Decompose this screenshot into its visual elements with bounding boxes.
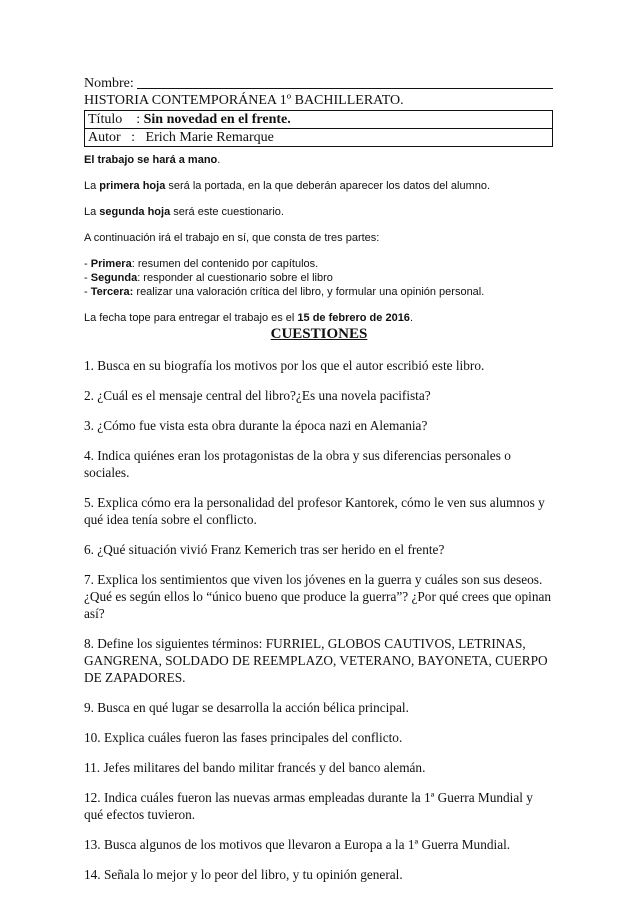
question-8: 8. Define los siguientes términos: FURRIEL, GLOBOS CAUTIVOS, LETRINAS, GANGRENA, SOLDADO DE REEMPLAZO, VETERANO, BAYONETA, CUERPO DE ZAPADORES.: [84, 636, 548, 685]
question-9: 9. Busca en qué lugar se desarrolla la acción bélica principal.: [84, 700, 409, 715]
instruction-deadline: [84, 311, 554, 325]
instruction-hand-end: .: [217, 154, 221, 166]
titulo-label: Título :: [88, 112, 144, 127]
instructions-block: [84, 153, 554, 325]
nombre-blank-line: [137, 88, 553, 89]
part-dash: -: [84, 258, 91, 270]
header-block: [84, 76, 553, 147]
instruction-first-page: [84, 179, 554, 193]
part-3-label: Tercera:: [90, 286, 134, 298]
question-11: 11. Jefes militares del bando militar francés y del banco alemán.: [84, 760, 426, 775]
instruction-hand: [84, 153, 554, 167]
question-7-line-2: ¿Qué es según ellos lo “único bueno que produce la guerra”? ¿Por qué crees que opinan así?: [84, 589, 552, 621]
question-7-line-1: 7. Explica los sentimientos que viven los jóvenes en la guerra y cuáles son sus deseos.: [84, 572, 543, 587]
question-1: 1. Busca en su biografía los motivos por los que el autor escribió este libro.: [84, 358, 485, 373]
part-dash: -: [84, 272, 91, 284]
part-dash: -: [84, 286, 91, 298]
question-14: 14. Señala lo mejor y lo peor del libro, y tu opinión general.: [84, 867, 403, 882]
deadline-end: .: [409, 312, 413, 324]
question-13: 13. Busca algunos de los motivos que llevaron a Europa a la 1ª Guerra Mundial.: [84, 837, 511, 852]
instruction-hand-bold: El trabajo se hará a mano: [84, 154, 218, 166]
instruction-part-1: [84, 257, 554, 271]
nombre-label: Nombre:: [84, 76, 134, 91]
instruction-second-page: [84, 205, 554, 219]
question-2: 2. ¿Cuál es el mensaje central del libro?¿Es una novela pacifista?: [84, 388, 431, 403]
deadline-date: 15 de febrero de 2016: [297, 312, 410, 324]
titulo-row: [85, 111, 552, 128]
instruction-first-page-start: La: [84, 180, 100, 192]
part-2-label: Segunda: [90, 272, 138, 284]
question-12: 12. Indica cuáles fueron las nuevas armas empleadas durante la 1ª Guerra Mundial y qué efectos tuvieron.: [84, 790, 533, 822]
instruction-part-3: [84, 285, 554, 299]
autor-row: Autor : Erich Marie Remarque: [85, 128, 552, 146]
question-4: 4. Indica quiénes eran los protagonistas de la obra y sus diferencias personales o sociales.: [84, 448, 511, 480]
course-line: HISTORIA CONTEMPORÁNEA 1º BACHILLERATO.: [84, 93, 404, 108]
question-5: 5. Explica cómo era la personalidad del profesor Kantorek, cómo le ven sus alumnos y qué idea tenía sobre el conflicto.: [84, 495, 545, 527]
book-info-box: [84, 110, 553, 147]
instruction-second-page-start: La: [84, 206, 100, 218]
instruction-parts-intro: A continuación irá el trabajo en sí, que consta de tres partes:: [84, 232, 380, 244]
cuestiones-title: CUESTIONES: [270, 326, 368, 342]
instruction-second-page-end: será este cuestionario.: [170, 206, 284, 218]
part-1-label: Primera: [90, 258, 132, 270]
question-6: 6. ¿Qué situación vivió Franz Kemerich tras ser herido en el frente?: [84, 542, 445, 557]
nombre-line: [84, 76, 553, 91]
deadline-start: La fecha tope para entregar el trabajo es el: [84, 312, 298, 324]
questions-list: [84, 357, 554, 896]
part-3-text: realizar una valoración crítica del libro, y formular una opinión personal.: [133, 286, 485, 298]
question-10: 10. Explica cuáles fueron las fases principales del conflicto.: [84, 730, 403, 745]
question-7: [84, 571, 554, 622]
instruction-part-2: [84, 271, 554, 285]
part-1-text: : resumen del contenido por capítulos.: [131, 258, 319, 270]
instruction-second-page-bold: segunda hoja: [99, 206, 171, 218]
titulo-value: Sin novedad en el frente.: [143, 112, 291, 127]
question-3: 3. ¿Cómo fue vista esta obra durante la época nazi en Alemania?: [84, 418, 428, 433]
instruction-first-page-bold: primera hoja: [99, 180, 166, 192]
instruction-first-page-end: será la portada, en la que deberán aparecer los datos del alumno.: [165, 180, 491, 192]
part-2-text: : responder al cuestionario sobre el libro: [137, 272, 333, 284]
